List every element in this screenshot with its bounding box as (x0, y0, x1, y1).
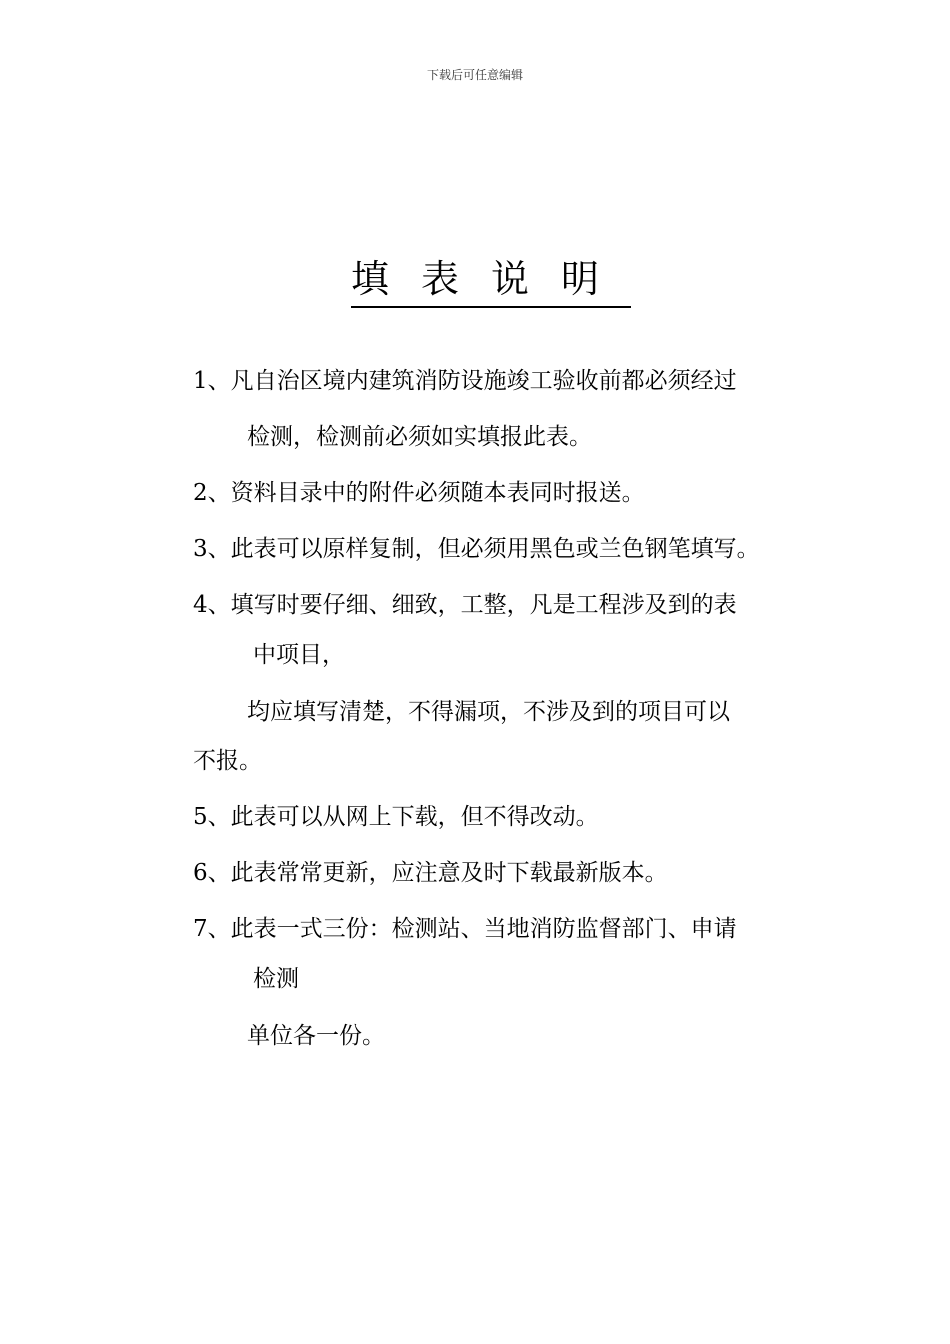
instruction-1-line-2: 检测，检测前必须如实填报此表。 (247, 424, 592, 450)
document-title-text: 填表说明 (351, 254, 631, 308)
instruction-5: 5、此表可以从网上下载，但不得改动。 (193, 804, 599, 830)
instruction-4-line-3: 均应填写清楚，不得漏项，不涉及到的项目可以 (247, 699, 730, 725)
instruction-7-line-3: 单位各一份。 (247, 1023, 385, 1049)
instruction-1-line-1: 1、凡自治区境内建筑消防设施竣工验收前都必须经过 (193, 368, 737, 394)
instruction-4-line-1: 4、填写时要仔细、细致，工整，凡是工程涉及到的表 (193, 592, 737, 618)
instruction-4-line-4: 不报。 (193, 748, 262, 774)
instruction-3: 3、此表可以原样复制，但必须用黑色或兰色钢笔填写。 (193, 536, 760, 562)
page-header-note: 下载后可任意编辑 (426, 68, 523, 82)
instruction-2: 2、资料目录中的附件必须随本表同时报送。 (193, 480, 645, 506)
document-title (0, 254, 950, 308)
instruction-7-line-2: 检测 (253, 966, 299, 992)
instruction-7-line-1: 7、此表一式三份：检测站、当地消防监督部门、申请 (193, 916, 737, 942)
instruction-6: 6、此表常常更新，应注意及时下载最新版本。 (193, 860, 668, 886)
instruction-4-line-2: 中项目， (253, 642, 345, 668)
